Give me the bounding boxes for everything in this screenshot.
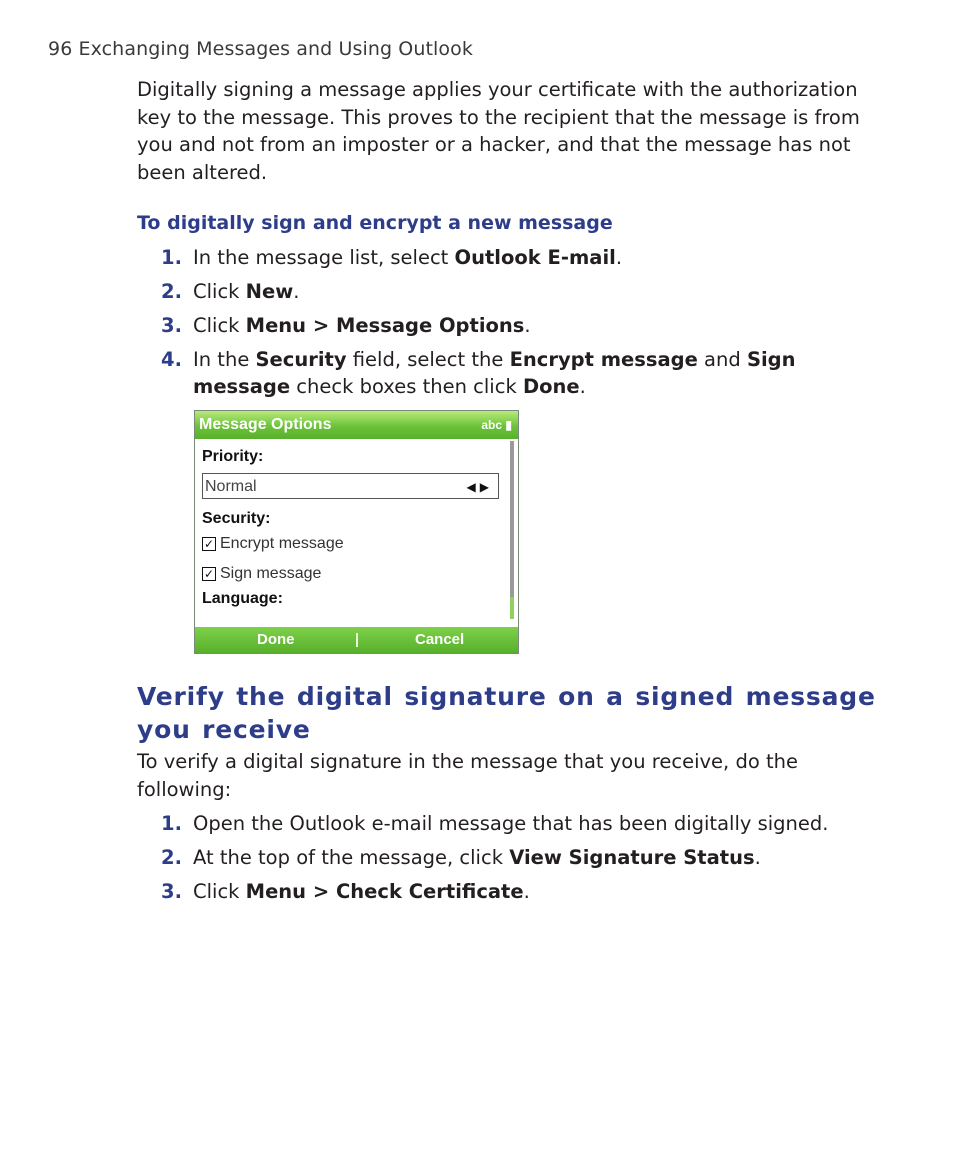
step-1: [136, 810, 877, 837]
priority-label: Priority:: [202, 448, 264, 465]
step-text: In the: [193, 348, 256, 371]
input-mode-indicator: abc: [481, 418, 503, 432]
phone-screenshot: [194, 410, 519, 654]
scrollbar[interactable]: [510, 441, 514, 619]
step-text: .: [524, 314, 531, 337]
procedure-title: To digitally sign and encrypt a new message: [137, 212, 613, 234]
checkbox-checked-icon[interactable]: ✓: [203, 537, 215, 551]
left-right-arrows-icon[interactable]: ◀▶: [466, 480, 493, 494]
step-number: 3.: [161, 314, 182, 337]
section-intro: To verify a digital signature in the message that you receive, do the following:: [137, 750, 798, 801]
page-content: [137, 76, 877, 905]
phone-title: Message Options: [199, 416, 332, 433]
step-number: 2.: [161, 846, 182, 869]
intro-paragraph: Digitally signing a message applies your certificate with the authorization key to the message. This proves to the recipient that the message is from you and not from an imposter or a hacker, and that the message has not been altered.: [137, 78, 860, 184]
section-heading: Verify the digital signature on a signed message you receive: [137, 682, 876, 744]
sign-message-label: Sign message: [220, 565, 322, 582]
language-label: Language:: [202, 590, 283, 607]
encrypt-message-checkbox-row[interactable]: [202, 529, 518, 559]
step-3: [136, 878, 877, 905]
phone-body: [195, 439, 518, 627]
ui-term: Encrypt message: [509, 348, 698, 371]
step-number: 3.: [161, 880, 182, 903]
step-text: .: [293, 280, 300, 303]
scrollbar-thumb[interactable]: [510, 597, 514, 619]
checkbox-checked-icon[interactable]: ✓: [203, 567, 215, 581]
softkey-bar: [195, 627, 518, 653]
priority-select[interactable]: [202, 473, 499, 499]
step-text: .: [579, 375, 586, 398]
step-text: Click: [193, 280, 246, 303]
ui-term: Sign message: [193, 348, 796, 398]
step-text: In the message list, select: [193, 246, 455, 269]
sign-message-checkbox-row[interactable]: [202, 559, 518, 589]
done-softkey[interactable]: Done: [257, 631, 295, 648]
step-text: Click: [193, 314, 246, 337]
step-text: .: [523, 880, 530, 903]
step-1: [136, 244, 877, 271]
ui-term: Menu > Message Options: [245, 314, 525, 337]
ui-term: New: [245, 280, 294, 303]
running-head: 96 Exchanging Messages and Using Outlook: [48, 38, 473, 60]
softkey-separator: [356, 633, 358, 647]
step-text: Click: [193, 880, 246, 903]
step-text: Open the Outlook e-mail message that has been digitally signed.: [193, 812, 829, 835]
step-number: 4.: [161, 348, 182, 371]
security-label: Security:: [202, 510, 271, 527]
step-text: .: [615, 246, 623, 269]
ui-term: Menu > Check Certificate: [245, 880, 524, 903]
priority-value: Normal: [205, 478, 257, 495]
ui-term: View Signature Status: [509, 846, 755, 869]
verify-steps: [137, 810, 877, 905]
cancel-softkey[interactable]: Cancel: [415, 631, 465, 648]
encrypt-message-label: Encrypt message: [220, 535, 344, 552]
step-2: [136, 844, 877, 871]
procedure-steps: [137, 244, 877, 400]
step-text: At the top of the message, click: [193, 846, 510, 869]
ui-term: Outlook E-mail: [454, 246, 616, 269]
step-number: 1.: [161, 812, 182, 835]
ui-term: Security: [255, 348, 347, 371]
step-4: [136, 346, 877, 400]
step-text: .: [754, 846, 761, 869]
ui-term: Done: [522, 375, 580, 398]
step-text: and: [697, 348, 747, 371]
step-text: field, select the: [346, 348, 510, 371]
phone-title-bar: [195, 411, 518, 439]
step-2: [136, 278, 877, 305]
step-text: check boxes then click: [290, 375, 523, 398]
step-number: 2.: [161, 280, 182, 303]
signal-indicator-icon: abc ▮: [481, 418, 512, 432]
step-3: [136, 312, 877, 339]
step-number: 1.: [161, 246, 182, 269]
